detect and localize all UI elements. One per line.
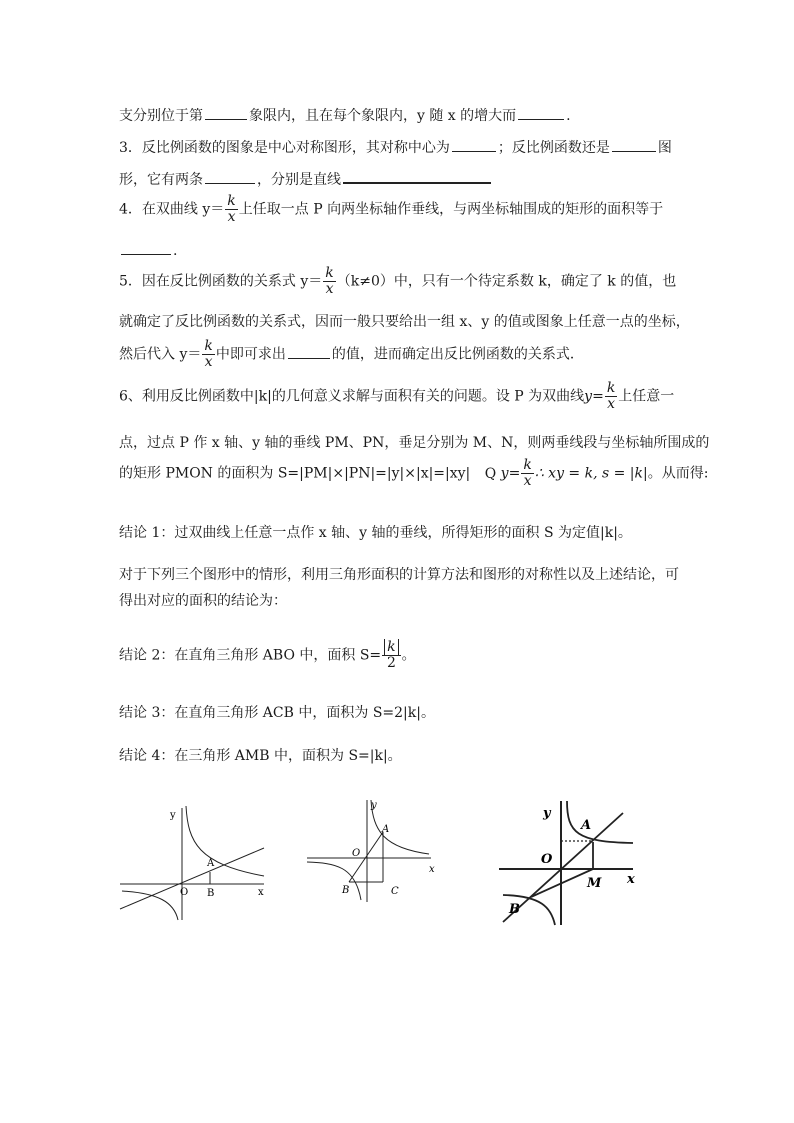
- text: 象限内，且在每个象限内，y 随 x 的增大而: [249, 108, 517, 124]
- label-x: x: [429, 864, 435, 875]
- text: .: [173, 243, 178, 259]
- text: 然后代入 y＝: [119, 346, 202, 363]
- numerator: k: [523, 457, 532, 473]
- answer-blank[interactable]: [121, 240, 171, 255]
- text: 结论 3：在直角三角形 ACB 中，面积为 S=2|k|。: [119, 705, 435, 721]
- denominator: x: [325, 281, 334, 297]
- denominator: x: [227, 209, 236, 225]
- line-7: [119, 315, 690, 329]
- math-y: y: [584, 388, 593, 405]
- line-4: [119, 194, 663, 225]
- text: 结论 4：在三角形 AMB 中，面积为 S=|k|。: [119, 748, 402, 764]
- answer-blank[interactable]: [452, 137, 496, 152]
- numerator: k: [325, 265, 334, 281]
- text: .: [566, 108, 571, 124]
- label-O: O: [541, 852, 553, 867]
- fraction-k-over-x: [323, 266, 335, 297]
- numerator: k: [227, 193, 236, 209]
- denominator: x: [607, 396, 615, 412]
- answer-blank[interactable]: [205, 169, 255, 184]
- denominator: 2: [386, 655, 396, 671]
- hyperbola-branch-1: [567, 801, 633, 843]
- math-eq: =: [592, 388, 604, 405]
- line-3: [119, 168, 493, 187]
- text: Q: [484, 465, 497, 482]
- fraction-absk-over-2: [382, 640, 400, 671]
- numerator: k: [606, 380, 616, 396]
- abs-k: k: [384, 639, 398, 655]
- line-11: [119, 458, 708, 489]
- line-5: [119, 240, 177, 258]
- line-through-origin: [503, 813, 623, 922]
- text: 的矩形 PMON 的面积为 S=|PM|×|PN|=|y|×|x|=|xy|: [119, 465, 471, 482]
- label-C: C: [391, 886, 399, 897]
- math-y: y: [500, 465, 509, 482]
- answer-blank[interactable]: [343, 168, 491, 184]
- text: 得出对应的面积的结论为：: [119, 593, 287, 609]
- label-x: x: [258, 887, 264, 898]
- line-6: [119, 266, 676, 297]
- paragraph-line-2: [119, 594, 287, 608]
- answer-blank[interactable]: [288, 344, 330, 359]
- text: 结论 2：在直角三角形 ABO 中，面积 S=: [119, 647, 382, 664]
- conclusion-4: [119, 749, 402, 763]
- fraction-k-over-x: [521, 458, 533, 489]
- text: 结论 1：过双曲线上任意一点作 x 轴、y 轴的垂线，所得矩形的面积 S 为定值|k|。: [119, 525, 632, 541]
- conclusion-2: [119, 640, 416, 671]
- hyperbola-branch-2: [307, 862, 361, 900]
- text: 就确定了反比例函数的关系式，因而一般只要给出一组 x、y 的值或图象上任意一点的坐标，: [119, 314, 690, 330]
- figure-1: [118, 802, 268, 922]
- math-result: ∴ xy = k, s = |k|: [534, 465, 648, 482]
- math-eq: =: [508, 465, 521, 482]
- hyperbola-branch-1: [371, 800, 429, 854]
- label-y: y: [543, 806, 551, 821]
- answer-blank[interactable]: [205, 105, 247, 120]
- figure-3: [495, 797, 650, 932]
- text: 形，它有两条: [119, 172, 203, 188]
- line-2: [119, 137, 672, 155]
- label-O: O: [180, 887, 189, 898]
- label-A: A: [382, 824, 390, 835]
- numerator: [382, 640, 400, 656]
- text: 6、利用反比例函数中|k|的几何意义求解与面积有关的问题。设 P 为双曲线: [119, 388, 585, 405]
- answer-blank[interactable]: [612, 137, 656, 152]
- text: 对于下列三个图形中的情形，利用三角形面积的计算方法和图形的对称性以及上述结论，可: [119, 567, 679, 583]
- label-A: A: [207, 858, 215, 869]
- figure-2: [305, 796, 445, 906]
- text: 。: [401, 647, 416, 664]
- answer-blank[interactable]: [518, 105, 564, 120]
- text: 支分别位于第: [119, 108, 203, 124]
- denominator: x: [523, 473, 532, 489]
- label-B: B: [509, 902, 520, 917]
- denominator: x: [204, 354, 213, 370]
- text: 上任取一点 P 向两坐标轴作垂线，与两坐标轴围成的矩形的面积等于: [238, 201, 664, 218]
- text: 。从而得:: [647, 465, 709, 482]
- fraction-k-over-x: [225, 194, 237, 225]
- text: 3．反比例函数的图象是中心对称图形，其对称中心为: [119, 140, 450, 156]
- hyperbola-branch-2: [122, 891, 178, 920]
- line-9: [119, 381, 674, 412]
- text: 的值，进而确定出反比例函数的关系式．: [331, 346, 584, 363]
- line-10: [119, 436, 709, 450]
- conclusion-3: [119, 706, 435, 720]
- text: ；反比例函数还是: [497, 140, 610, 156]
- text: 中即可求出: [215, 346, 286, 363]
- text: ，分别是直线: [257, 172, 341, 188]
- label-B: B: [342, 885, 350, 896]
- line-8: [119, 339, 584, 370]
- label-O: O: [352, 848, 361, 859]
- paragraph-line-1: [119, 568, 679, 582]
- label-x: x: [627, 872, 635, 887]
- fraction-k-over-x: [605, 381, 617, 412]
- text: （k≠0）中，只有一个待定系数 k，确定了 k 的值，也: [336, 273, 677, 290]
- text: 5．因在反比例函数的关系式 y＝: [119, 273, 323, 290]
- text: 点，过点 P 作 x 轴、y 轴的垂线 PM、PN，垂足分别为 M、N，则两垂线段与坐标轴所围成的: [119, 435, 710, 451]
- label-y: y: [371, 800, 377, 811]
- numerator: k: [204, 338, 213, 354]
- hyperbola-branch-1: [186, 806, 264, 876]
- line-through-origin: [120, 848, 264, 909]
- label-y: y: [170, 810, 176, 821]
- text: 4．在双曲线 y＝: [119, 201, 225, 218]
- text: 图: [657, 140, 672, 156]
- fraction-k-over-x: [202, 339, 214, 370]
- line-1: [119, 105, 571, 123]
- label-M: M: [587, 876, 602, 891]
- label-B: B: [207, 888, 215, 899]
- label-A: A: [581, 818, 592, 833]
- text: 上任意一: [618, 388, 675, 405]
- conclusion-1: [119, 526, 632, 540]
